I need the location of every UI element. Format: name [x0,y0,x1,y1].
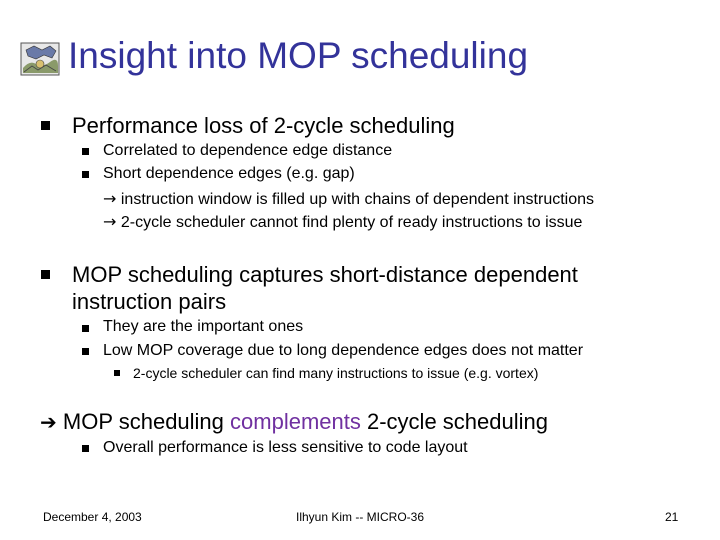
sub-bullet-marker [82,348,89,355]
sub-bullet-marker [82,445,89,452]
footer-date: December 4, 2003 [43,510,142,524]
bold-arrow-right-icon: ➔ [40,410,57,434]
bullet-2-line-1: MOP scheduling captures short-distance dependent [72,262,578,287]
footer-author: Ilhyun Kim -- MICRO-36 [296,510,425,524]
bullet-marker [41,270,50,279]
bullet-2-sub-2: Low MOP coverage due to long dependence edges does not matter [103,342,584,359]
bullet-2-subsub-1: 2-cycle scheduler can find many instructions to issue (e.g. vortex) [133,365,539,381]
bullet-2-sub-1: They are the important ones [103,318,304,335]
page-number: 21 [665,510,679,524]
sub-bullet-marker [82,171,89,178]
conclusion-text: ➔ MOP scheduling complements 2-cycle scheduling [40,409,548,434]
sub-bullet-marker [82,148,89,155]
bullet-1-arrow-line-2: → 2-cycle scheduler cannot find plenty of ready instructions to issue [103,212,583,231]
bullet-marker [41,121,50,130]
highlight-word: complements [230,409,361,434]
arrow-right-icon: → [103,212,117,231]
slide-title: Insight into MOP scheduling [68,35,529,76]
bullet-2-line-2: instruction pairs [72,289,227,314]
university-crest-icon [20,42,60,76]
sub-sub-bullet-marker [114,370,120,376]
arrow-right-icon: → [103,189,117,208]
sub-bullet-marker [82,325,89,332]
conclusion-sub-1: Overall performance is less sensitive to code layout [103,439,468,456]
bullet-1-text: Performance loss of 2-cycle scheduling [72,113,455,138]
bullet-1-sub-1: Correlated to dependence edge distance [103,142,393,159]
bullet-1-sub-2: Short dependence edges (e.g. gap) [103,165,355,182]
bullet-1-arrow-line-1: → instruction window is filled up with chains of dependent instructions [103,189,595,208]
